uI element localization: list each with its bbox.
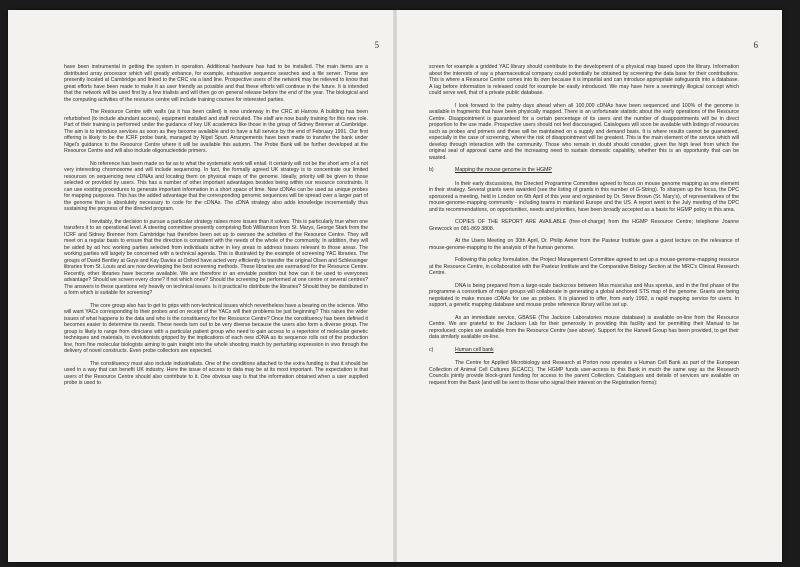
paragraph: As an immediate service, GBASE (The Jackson Laboratories mouse database) is available on-line from the Resource Centre. We are grateful to the Jackson Lab for their generosity in providing this facility and for permitting their Manual to be reproduced: copies are available from the Resource Centre (see above). Support for the Harwell Group has been provided, to get their data similarly available on-line.: [429, 314, 739, 340]
document-spread: [8, 10, 782, 562]
section-heading-c: [429, 347, 739, 354]
paragraph: The core group also has to get to grips with non-technical issues which nevertheless have a bearing on the science. Who will want YACs corresponding to their probes and on receipt of the YACs will their problems be just beginning? This raises the wider issues of what happens to the data and who is the constituency for the Resource Centre? Once the constituency has been defined it becomes easier to determine its needs. These needs turn out to be very diverse because the users also form a diverse group. The group is likely to range from clinicians with a particular patient group who need to gain access to a repertoire of molecular genetic techniques and materials, to evolutionists gripped by the implications of each new cDNA as its sequence rolls out of the production line, from fine molecular biologists aiming to gain insight into the whole shooting match by perturbing expression in vivo through the delivery of novel constructs. Even probe collectors are expected.: [64, 302, 368, 354]
paragraph: COPIES OF THE REPORT ARE AVAILABLE (free-of-charge) from the HGMP Resource Centre; telephone Joanne Grewcock on 081-869 3808.: [429, 219, 739, 232]
paragraph: I look forward to the palmy days ahead when all 100,000 cDNAs have been sequenced and 100% of the genome is available in fragments that have been physically mapped. There is an unfortunate statistic about the early operations of the Resource Centre. Disappointment is guaranteed for a certain percentage of its users and the number of disappointments will be in direct proportion to the use made. Prospective users should not feel discouraged. Catalogues will soon be available with listings of resources such as probes and primers and these will be maintained on a supply and demand basis. It is where results cannot be guaranteed, especially in the case of screening, where the risk of disappointment will be greatest. This is the main element of the service which will develop through interaction with the community. Those who remain in doubt should consider, given the high level from which the original seal of approval came and the increasing need to sustain domestic capability, whether this is an opportunity that can be wasted.: [429, 102, 739, 161]
page-number: 6: [753, 40, 758, 50]
section-label: c): [429, 346, 434, 353]
left-page: [8, 10, 393, 562]
paragraph: In their early discussions, the Directed Programme Committee agreed to focus on mouse genome mapping as one element in their strategy. Several grants were awarded (see the listing of grants in this number of G-String). To sharpen up the focus, the DPC sponsored a meeting, held in London on 6th April of this year and organised by Dr. Steve Brown (St. Mary's), of representatives of the mouse-genome-mapping community - including teams in mainland Europe and the US. A report went to the July meeting of the DPC and its recommendations, on opportunities, needs and priorities, have been broadly accepted as a basis for HGMP policy in this area.: [429, 180, 739, 213]
left-page-body: [64, 64, 368, 393]
right-page: [397, 10, 782, 562]
paragraph: screen for example a gridded YAC library should contribute to the development of a physical map based upon the library. Information about the interests of say a pharmaceutical company could potentially be obtained by screening the data base for their contributions. This is where a Resource Centre comes into its own because it is impartial and can introduce appropriate safeguards into a database. A lag before information is released could for example be easily introduced. We may have here a seemingly illogical concept which could serve well, that of a private public database.: [429, 64, 739, 96]
paragraph: DNA is being prepared from a large-scale backcross between Mus musculus and Mus spretus, and in the first phase of the programme a consortium of major groups will collaborate in generating a global anchored STS map of the genome. Grants are being negotiated to make mouse cDNAs for use as probes. It is planned to offer, from early 1992, a rapid mapping service for users. In support, a genetic mapping database and mouse probe reference library will be set up.: [429, 282, 739, 308]
paragraph: Inevitably, the decision to pursue a particular strategy raises more issues than it solves. This is particularly true when one transfers it to an operational level. A steering committee presently comprising Bob Williamson from St. Marys, George Stark from the ICRF and Sidney Brenner from Cambridge has therefore been set up to oversee the activities of the Resource Centre. They will meet on a regular basis to ensure that the direction is consistent with the needs of the whole of the community. In addition, they will be aided by ad hoc working parties selected from individuals active in key areas to address issues relevant to those areas. The working parties will largely be concerned with a technical agenda. This is illustrated by the example of screening YAC libraries. The groups of David Bentley at Guys and Kay Davies at Oxford have acted very efficiently to transfer the original Olsen and Schlessinger libraries from St. Louis and are now developing the best screening methods. These libraries are earmarked for the Resource Centre. Recently, other libraries have become available. We are therefore in an enviable position but how can it be used to everyones advantage? Should we screen every clone? If not which ones? Should the screening be performed at one centre or several centres? The answers to these questions rely heavily on technical issues. Is it practical to distribute the libraries? Should they be distributed in a form which is suitable for screening?: [64, 218, 368, 296]
paragraph: The Resource Centre with walls (as it has been called) is now underway in the CRC at Harrow. A building has been refurbished (to include abundant access), equipment installed and staff recruited. The staff are now busily training for this new role. Part of their training is performed under the guidance of key UK academics like those in the group of Sidney Brenner at Cambridge. The aim is to introduce services as soon as they become available and to have a full service by the end of February 1991. Our first offering is likely to be the ICRF probe bank, managed by Nigel Spurr. Arrangements have been made to transfer the bank under Nigel's guidance to the Resource Centre where it will be available this autumn. The Probe Bank will be further developed at the Resource Centre and will also include oligonucleotide primers.: [64, 109, 368, 154]
section-title: Mapping the mouse genome in the HGMP: [455, 167, 552, 173]
paragraph: have been instrumental in getting the system in operation. Additional hardware has had to be installed. The main items are a distributed array processor which will greatly enhance, for example, exhaustive sequence searches and a file server. These are presently located at Cambridge and linked to the CRC via a land line. Prospective users of the network may be relieved to know that great efforts have been made to make it as user friendly as possible and that these efforts will continue in the future. It is intended that the network will be used first by a few trialists and will then go on general release before the end of the year. The biological and the computing activities of the resource centre will include training courses for interested parties.: [64, 64, 368, 103]
paragraph: Following this policy formulation, the Project Management Committee agreed to set up a mouse-genome-mapping resource at the Resource Centre, in collaboration with the Pasteur Institute and the Comparative Biology Section at the MRC's Clinical Research Centre.: [429, 257, 739, 276]
paragraph: No reference has been made so far as to what the systematic work will entail. It certainly will not be the short arm of a not very interesting chromosome and will include sequencing. In fact, the formally agreed UK strategy is to concentrate our limited resources on sequencing new cDNAs and locating them on physical maps of the genome. Ideally, priority will be given to those selected or provided by users. This has a number of other important advantages besides being within our resource constraints. It can use existing procedures to generate important information in a short space of time. New cDNAs can be used as unique probes for mapping purposes. This has the added advantage that the corresponding genomic sequences will be spread over a larger part of the genome than is absolutely necessary to code for the cDNAs. The cDNA strategy also adds knowledge incrementally thus sustaining the progress of the directed program.: [64, 160, 368, 212]
paragraph: The Centre for Applied Microbiology and Research at Porton now operates a Human Cell Bank as part of the European Collection of Animal Cell Cultures (ECACC). The HGMP funds user-access to this Bank in much the same way as the Research Councils jointly provide block-grant funding for access to the parent Collection. Catalogues and details of services are available on request from the Bank (and will be sent to those who signal their interest on the Registration forms):: [429, 360, 739, 386]
paragraph: At the Users Meeting on 30th April, Dr. Philip Avner from the Pasteur Institute gave a guest lecture on the relevance of mouse-genome-mapping to the analysis of the human genome.: [429, 238, 739, 251]
section-label: b): [429, 167, 434, 173]
section-title: Human cell bank: [455, 346, 494, 353]
right-page-body: [429, 64, 739, 392]
page-number: 5: [374, 40, 379, 50]
paragraph: The constituency must also include industrialists. One of the conditions attached to the extra funding is that it should be used in a way that can benefit UK industry. Here the issue of access to data may be at its most important. The expectation is that users of the Resource Centre should also contribute to it. One obvious way is that the information obtained when a user supplied probe is used to: [64, 360, 368, 386]
section-heading-b: [429, 167, 739, 174]
